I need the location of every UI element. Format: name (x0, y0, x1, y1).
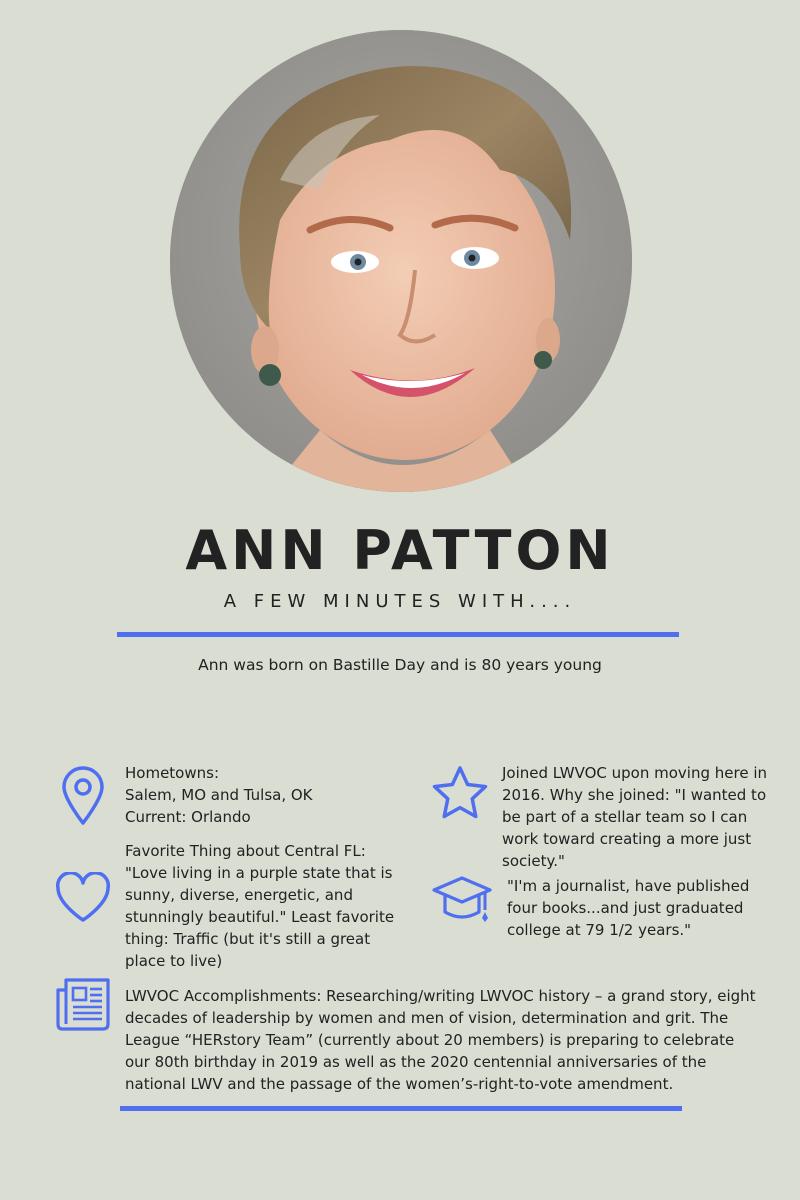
favorite-text: Favorite Thing about Central FL: "Love living in a purple state that is sunny, diverse, energetic, and stunningly beautiful." Least favorite thing: Traffic (but it's still a great place to live) (125, 842, 395, 970)
map-pin-icon (60, 766, 106, 826)
accomplishments-block (125, 985, 760, 1095)
joined-text: Joined LWVOC upon moving here in 2016. Why she joined: "I wanted to be part of a stellar team so I can work toward creating a more just society." (502, 764, 768, 870)
joined-block (502, 762, 777, 872)
intro-line: Ann was born on Bastille Day and is 80 years young (198, 656, 602, 674)
current-city: Current: Orlando (125, 808, 251, 826)
heart-icon (54, 872, 112, 924)
top-divider (117, 632, 679, 637)
graduation-cap-icon (430, 874, 494, 930)
hometowns-value: Salem, MO and Tulsa, OK (125, 786, 313, 804)
accomplishments-text: LWVOC Accomplishments: Researching/writing LWVOC history – a grand story, eight decades of leadership by women and men of vision, determination and grit. The League “HERstory Team” (currently about 20 members) is preparing to celebrate our 80th birthday in 2019 as well as the 2020 centennial anniversaries of the national LWV and the passage of the women’s-right-to-vote amendment. (125, 987, 756, 1093)
portrait-illustration (170, 30, 632, 492)
bottom-divider (120, 1106, 682, 1111)
journalist-text: "I'm a journalist, have published four books...and just graduated college at 79 1/2 years." (507, 877, 750, 939)
newspaper-icon (54, 976, 112, 1032)
hometowns-label: Hometowns: (125, 764, 219, 782)
favorite-block (125, 840, 410, 972)
person-name: ANN PATTON (185, 519, 615, 582)
star-icon (430, 764, 490, 822)
subtitle: A FEW MINUTES WITH.... (223, 591, 577, 612)
journalist-block (507, 875, 782, 941)
portrait-photo (170, 30, 632, 492)
hometowns-block (125, 762, 415, 828)
